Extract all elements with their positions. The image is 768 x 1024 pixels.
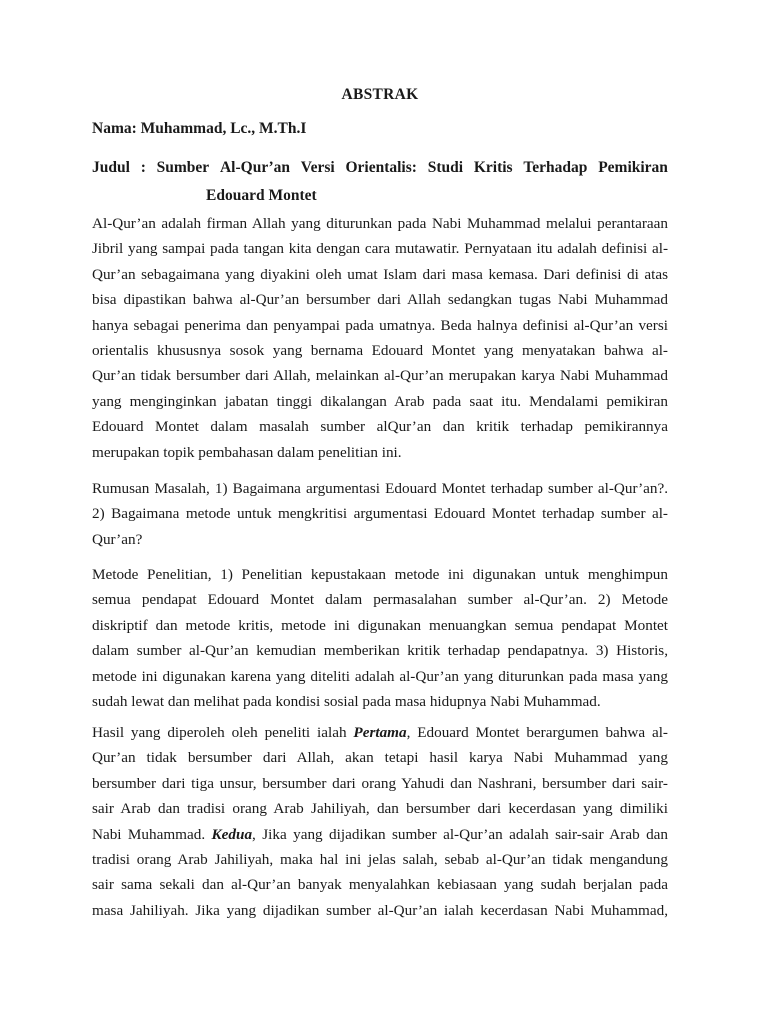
text-line: orientalis khususnya sosok yang bernama Edouard Montet yang menyatakan bahwa al- (92, 341, 668, 359)
judul-word: Studi (427, 159, 464, 176)
judul-word: Pemikiran (598, 159, 668, 176)
text-fragment: Hasil yang diperoleh oleh peneliti ialah (92, 724, 354, 741)
thesis-title-line-2: Edouard Montet (206, 187, 317, 204)
text-line: Jibril yang sampai pada tangan kita dengan cara mutawatir. Pernyataan itu adalah definisi al- (92, 240, 668, 258)
text-line: Rumusan Masalah, 1) Bagaimana argumentasi Edouard Montet terhadap sumber al-Qur’an?. (92, 480, 668, 497)
text-line: tradisi orang Arab Jahiliyah, maka hal ini jelas salah, sebab al-Qur’an tidak mengandung (92, 850, 668, 868)
text-fragment: , Jika yang dijadikan sumber al-Qur’an adalah sair-sair Arab dan (252, 825, 668, 843)
paragraph-research-questions (92, 476, 668, 552)
text-line: dalam sumber al-Qur’an kemudian memberikan kritik terhadap pendapatnya. 3) Historis, (92, 642, 668, 660)
judul-word: Terhadap (523, 159, 588, 176)
paragraph-results (92, 720, 668, 923)
judul-word: : (140, 159, 146, 176)
thesis-title-block (92, 154, 668, 210)
emphasis-kedua: Kedua (211, 825, 253, 843)
text-line: sair Arab dan tradisi orang Arab Jahiliyah, dan bersumber dari kecerdasan yang dimiliki (92, 800, 668, 818)
judul-word: Kritis (473, 159, 513, 176)
text-line: sair sama sekali dan al-Qur’an banyak menyalahkan kebiasaan yang sudah berjalan pada (92, 876, 668, 894)
text-line: Edouard Montet dalam masalah sumber alQur’an dan kritik terhadap pemikirannya (92, 418, 668, 436)
judul-word: Orientalis: (345, 159, 417, 176)
text-line: Qur’an sebagaimana yang diyakini oleh umat Islam dari masa kemasa. Dari definisi di atas (92, 265, 668, 283)
text-line (92, 720, 668, 745)
text-line (92, 822, 668, 847)
text-line: 2) Bagaimana metode untuk mengkritisi argumentasi Edouard Montet terhadap sumber al- (92, 505, 668, 523)
judul-word: Sumber (156, 159, 210, 176)
text-line: Qur’an tidak bersumber dari Allah, akan tetapi hasil karya Nabi Muhammad yang (92, 749, 668, 767)
thesis-title-line-1 (92, 154, 668, 182)
text-line: yang menginginkan jabatan tinggi dikalangan Arab pada saat itu. Mendalami pemikiran (92, 392, 668, 410)
text-line: diskriptif dan metode kritis, metode ini digunakan menuangkan semua pendapat Montet (92, 616, 668, 634)
text-line: Qur’an? (92, 530, 143, 548)
text-line: Al-Qur’an adalah firman Allah yang diturunkan pada Nabi Muhammad melalui perantaraan (92, 215, 668, 232)
text-line: bersumber dari tiga unsur, bersumber dari orang Yahudi dan Nashrani, bersumber dari sair- (92, 774, 668, 792)
text-line: semua pendapat Edouard Montet dalam permasalahan sumber al-Qur’an. 2) Metode (92, 591, 668, 609)
text-line: hanya sebagai penerima dan penyampai pada umatnya. Beda halnya definisi al-Qur’an versi (92, 316, 668, 334)
author-line: Nama: Muhammad, Lc., M.Th.I (92, 120, 307, 137)
paragraph-methodology (92, 562, 668, 714)
judul-word: Judul (92, 159, 130, 176)
paragraph-introduction (92, 211, 668, 465)
abstract-title: ABSTRAK (341, 86, 419, 103)
text-line: Qur’an tidak bersumber dari Allah, melainkan al-Qur’an merupakan karya Nabi Muhammad (92, 367, 668, 385)
text-line: metode ini digunakan karena yang diteliti adalah al-Qur’an yang diturunkan pada masa yang (92, 667, 668, 685)
text-line: bisa dipastikan bahwa al-Qur’an bersumber dari Allah sedangkan tugas Nabi Muhammad (92, 291, 668, 309)
judul-word: Al-Qur’an (219, 159, 291, 176)
text-fragment: , Edouard Montet berargumen bahwa al- (406, 724, 668, 741)
text-line: merupakan topik pembahasan dalam penelitian ini. (92, 443, 402, 461)
text-line: sudah lewat dan melihat pada kondisi sosial pada masa hidupnya Nabi Muhammad. (92, 692, 601, 710)
text-line: masa Jahiliyah. Jika yang dijadikan sumber al-Qur’an ialah kecerdasan Nabi Muhammad, (92, 901, 668, 919)
text-fragment: Nabi Muhammad. (92, 825, 212, 843)
text-line: Metode Penelitian, 1) Penelitian kepustakaan metode ini digunakan untuk menghimpun (92, 566, 668, 583)
judul-word: Versi (300, 159, 335, 176)
emphasis-pertama: Pertama (353, 724, 407, 741)
